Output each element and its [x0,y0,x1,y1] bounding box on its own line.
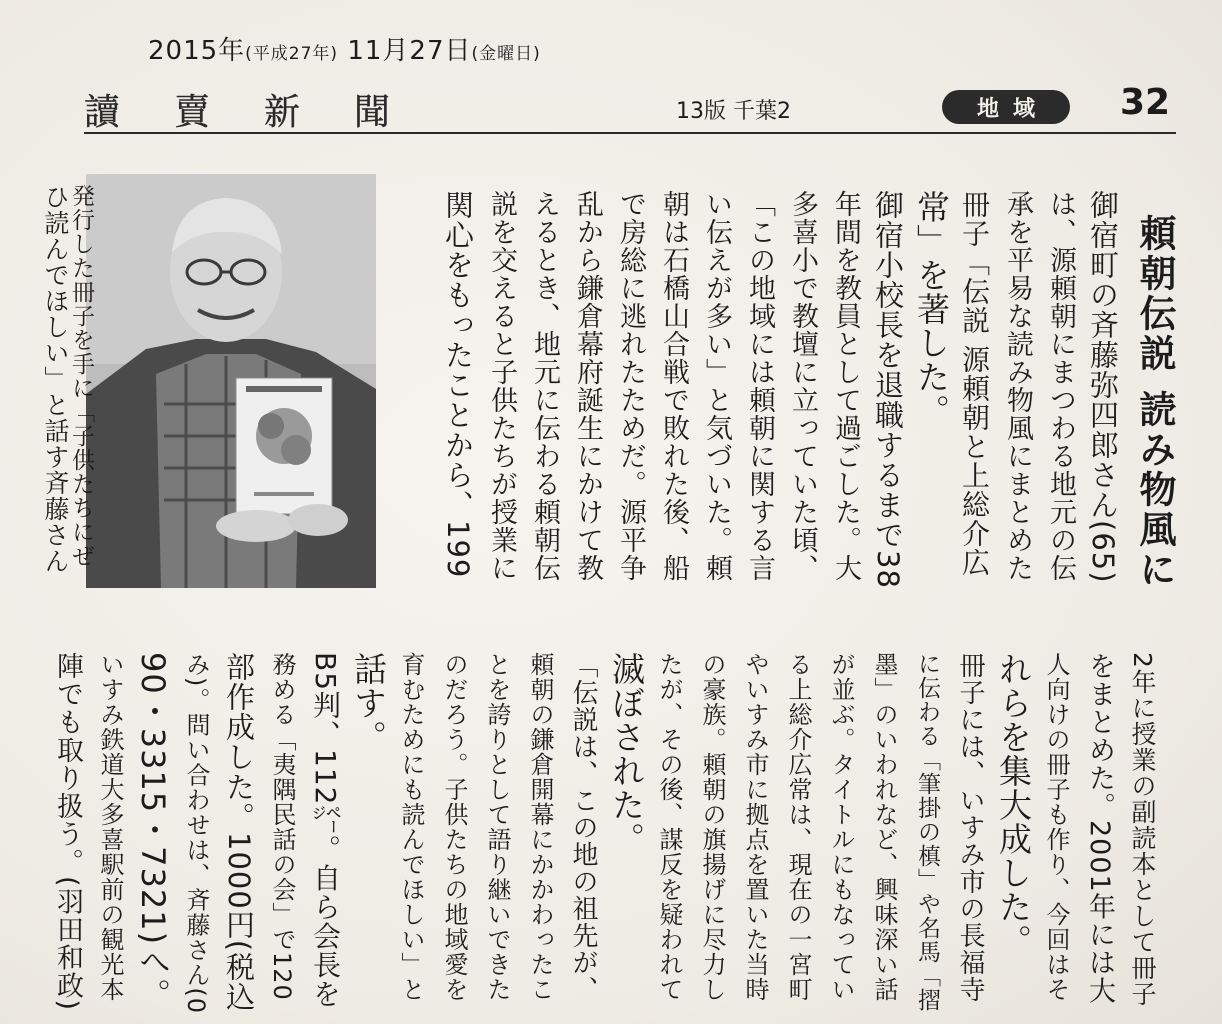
author-photo [86,174,376,588]
upper-column: 冊子「伝説 源頼朝と上総介広 [958,190,991,577]
upper-column: 関心をもったことから、199 [441,190,475,579]
upper-column: 「この地域には頼朝に関する言 [744,190,775,582]
lower-column: をまとめた。2001年には大 [1084,652,1115,1005]
lower-column: 90・3315・7321)へ。 [134,652,172,1012]
section-badge [942,90,1070,124]
lower-column: 2年に授業の副読本として冊子 [1128,652,1157,1007]
date-weekday: (金曜日) [471,44,541,64]
upper-column: 多喜小で教壇に立っていた頃、 [787,190,818,582]
dateline [148,30,541,67]
upper-column: 説を交えると子供たちが授業に [486,190,517,582]
lower-column: 人向けの冊子も作り、今回はそ [1042,652,1070,1002]
page-number: 32 [1120,82,1171,123]
lower-column: 冊子には、いすみ市の長福寺 [955,652,985,1003]
lower-column: たが、その後、謀反を疑われて [655,652,683,1002]
lower-column: 陣でも取り扱う。(羽田和政) [52,652,83,1012]
lower-column: が並ぶ。タイトルにもなってい [827,652,855,1002]
lower-column: 話す。 [349,652,388,754]
author-photo-image [86,174,376,588]
upper-column: で房総に逃れたためだ。源平争 [615,190,646,582]
lower-column: のだろう。子供たちの地域愛を [440,652,468,1002]
date-year: 2015年 [148,36,246,66]
headline: 頼朝伝説 読み物風に [1133,214,1176,590]
lower-column: の豪族。頼朝の旗揚げに尽力し [698,652,726,1002]
upper-column: えるとき、地元に伝わる頼朝伝 [529,190,560,582]
lower-column: れらを集大成した。 [994,652,1033,958]
lower-column: み)。問い合わせは、斉藤さん(0 [182,652,210,1014]
lower-column: 育むためにも読んでほしい」と [397,652,425,1002]
lower-column: B5判、112㌻。自ら会長を [309,652,342,1009]
lower-column: る上総介広常は、現在の一宮町 [784,652,812,1002]
lower-column: とを誇りとして語り継いできた [483,652,511,1002]
upper-column: 朝は石橋山合戦で敗れた後、船 [658,190,689,582]
lower-column: 墨」のいわれなど、興味深い話 [870,652,898,1002]
upper-column: 常」を著した。 [912,190,951,428]
photo-caption-line-1: 発行した冊子を手に「子供たちにぜ [68,184,94,568]
lower-column: やいすみ市に拠点を置いた当時 [741,652,769,1002]
masthead [84,82,1176,134]
upper-column: い伝えが多い」と気づいた。頼 [701,190,732,582]
upper-column: 年間を教員として過ごした。大 [830,190,861,582]
date-era: (平成27年) [245,44,339,64]
upper-column: 乱から鎌倉幕府誕生にかけて教 [572,190,603,582]
paper-name: 讀賣新聞 [84,92,445,133]
date-day: 11月27日 [347,36,472,66]
lower-column: いすみ鉄道大多喜駅前の観光本 [96,652,124,1002]
upper-column: は、源頼朝にまつわる地元の伝 [1045,190,1076,582]
lower-column: 部作成した。1000円(税込 [222,652,256,1013]
lower-column: 務める「夷隅民話の会」で120 [268,652,296,1001]
lower-column: 「伝説は、この地の祖先が、 [568,652,598,1003]
photo-caption-line-2: ひ読んでほしい」と話す斉藤さん [41,184,70,574]
lower-column: に伝わる「筆掛の槙」や名馬「摺 [914,652,940,1012]
lower-column: 滅ぼされた。 [607,652,646,856]
lower-column: 頼朝の鎌倉開幕にかかわったこ [526,652,554,1002]
section-label: 地域 [976,96,1049,122]
upper-column: 御宿小校長を退職するまで38 [871,190,905,589]
edition-label: 13版 千葉2 [676,99,791,124]
upper-column: 御宿町の斉藤弥四郎さん(65) [1086,190,1120,584]
upper-column: 承を平易な読み物風にまとめた [1002,190,1033,582]
